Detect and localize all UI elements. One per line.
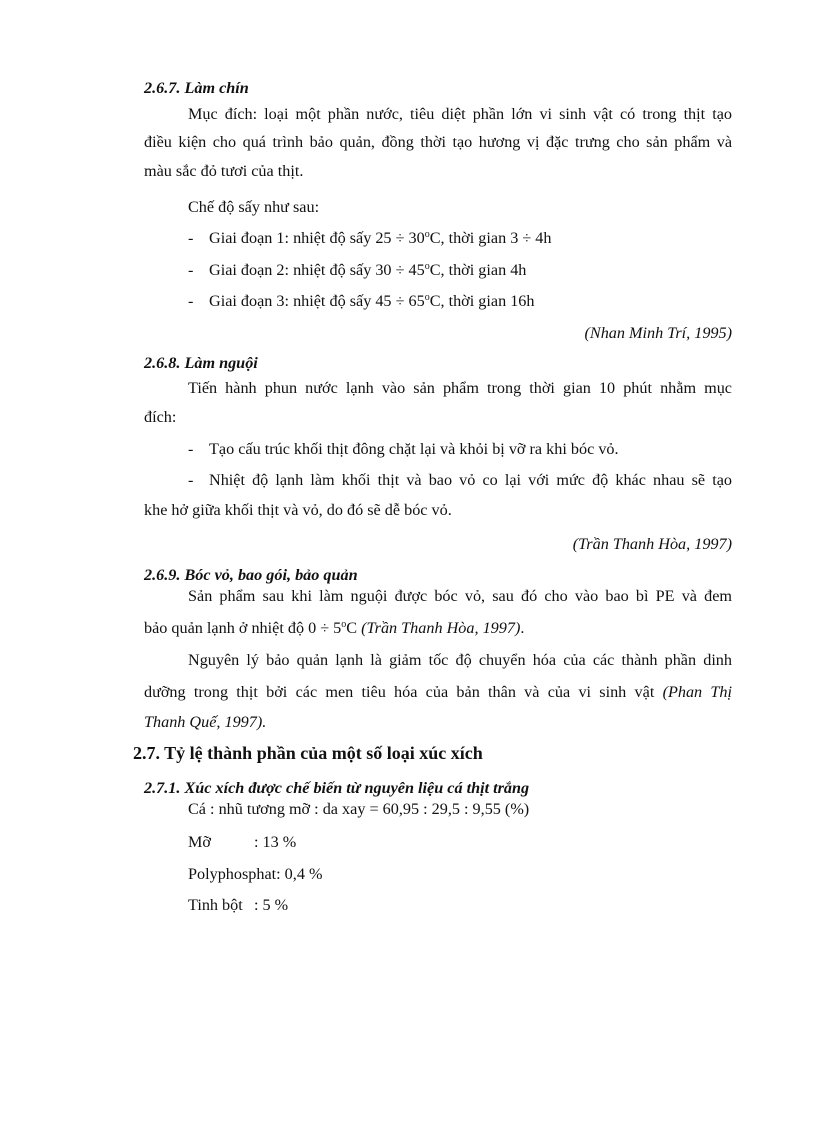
ingredient-value: : 5 % xyxy=(254,896,289,914)
section-heading-2-6-9: 2.6.9. Bóc vỏ, bao gói, bảo quản xyxy=(144,566,358,584)
section-heading-2-6-8: 2.6.8. Làm nguội xyxy=(144,354,258,372)
storage-principle-line-2: dưỡng trong thịt bởi các men tiêu hóa của bản thân và của vi sinh vật (Phan Thị xyxy=(144,683,733,701)
bullet-dash: - xyxy=(188,261,194,279)
drying-mode-intro: Chế độ sấy như sau: xyxy=(188,198,320,216)
cooling-intro-line-2: đích: xyxy=(144,408,177,426)
ingredient-row xyxy=(188,834,296,850)
cooling-intro-line-1: Tiến hành phun nước lạnh vào sản phẩm trong thời gian 10 phút nhằm mục xyxy=(188,379,732,397)
ingredient-row xyxy=(188,897,288,913)
bullet-dash: - xyxy=(188,229,194,247)
ingredient-row xyxy=(188,866,322,882)
purpose-line-2: điều kiện cho quá trình bảo quản, đồng thời tạo hương vị đặc trưng cho sản phẩm và xyxy=(144,133,732,151)
bullet-dash: - xyxy=(188,440,194,458)
cooling-bullet-2-line-2: khe hở giữa khối thịt và vỏ, do đó sẽ dễ bóc vỏ. xyxy=(144,501,452,519)
section-heading-2-6-7: 2.6.7. Làm chín xyxy=(144,79,249,97)
citation-2-6-7: (Nhan Minh Trí, 1995) xyxy=(584,324,732,342)
stage-item: - Giai đoạn 1: nhiệt độ sấy $25 \div 30^oC$, thời gian 3 ÷ 4h xyxy=(188,229,552,247)
ingredient-value: : 13 % xyxy=(254,833,297,851)
section-heading-2-7: 2.7. Tỷ lệ thành phần của một số loại xúc xích xyxy=(133,743,483,763)
cooling-bullet-2: - Nhiệt độ lạnh làm khối thịt và bao vỏ co lại với mức độ khác nhau sẽ tạo xyxy=(188,471,732,489)
inline-citation: (Phan Thị xyxy=(662,683,733,701)
sub-heading-2-7-1: 2.7.1. Xúc xích được chế biến từ nguyên liệu cá thịt trắng xyxy=(144,779,530,797)
inline-citation: (Trần Thanh Hòa, 1997) xyxy=(361,619,521,637)
storage-principle-line-3: Thanh Quế, 1997). xyxy=(144,713,267,731)
stage-item: - Giai đoạn 2: nhiệt độ sấy $30 \div 45^oC$, thời gian 4h xyxy=(188,261,527,279)
cooling-bullet-1: - Tạo cấu trúc khối thịt đông chặt lại và khỏi bị vỡ ra khi bóc vỏ. xyxy=(188,440,619,458)
peeling-para-1-line-1: Sản phẩm sau khi làm nguội được bóc vỏ, sau đó cho vào bao bì PE và đem xyxy=(188,587,732,605)
purpose-line-3: màu sắc đỏ tươi của thịt. xyxy=(144,162,304,180)
citation-2-6-8: (Trần Thanh Hòa, 1997) xyxy=(572,535,732,553)
peeling-para-1-line-2: bảo quản lạnh ở nhiệt độ $0 \div 5^oC$ (Trần Thanh Hòa, 1997). xyxy=(144,619,525,637)
ratio-line: Cá : nhũ tương mỡ : da xay = 60,95 : 29,5 : 9,55 (%) xyxy=(188,800,530,818)
storage-principle-line-1: Nguyên lý bảo quản lạnh là giảm tốc độ chuyển hóa của các thành phần dinh xyxy=(188,651,732,669)
ingredient-label: Mỡ xyxy=(188,833,211,851)
bullet-dash: - xyxy=(188,292,194,310)
ingredient-value: : 0,4 % xyxy=(276,865,323,883)
stage-item: - Giai đoạn 3: nhiệt độ sấy $45 \div 65^oC$, thời gian 16h xyxy=(188,292,535,310)
purpose-line-1: Mục đích: loại một phần nước, tiêu diệt phần lớn vi sinh vật có trong thịt tạo xyxy=(188,105,732,123)
ingredient-label: Polyphosphat xyxy=(188,865,277,883)
ingredient-label: Tinh bột xyxy=(188,896,243,914)
bullet-dash: - xyxy=(188,471,194,489)
